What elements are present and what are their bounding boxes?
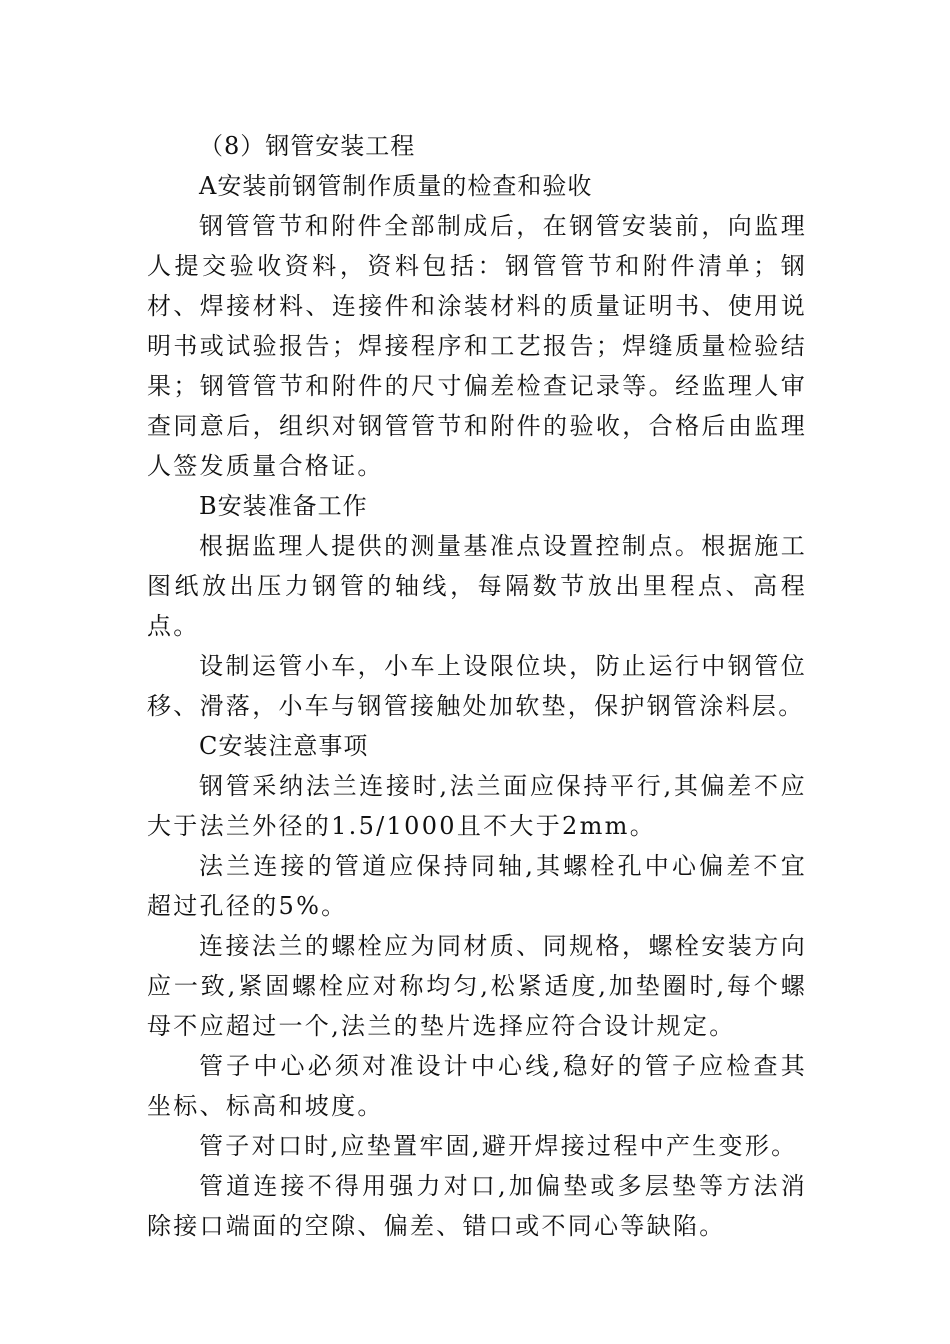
- subheading-b: B安装准备工作: [199, 492, 368, 520]
- paragraph-no-forced-alignment: 管道连接不得用强力对口,加偏垫或多层垫等方法消除接口端面的空隙、偏差、错口或不同心等缺陷。: [147, 1172, 807, 1240]
- paragraph-flange-coaxial: 法兰连接的管道应保持同轴,其螺栓孔中心偏差不宜超过孔径的5%。: [147, 852, 807, 920]
- subheading-a: A安装前钢管制作质量的检查和验收: [199, 172, 593, 200]
- paragraph-acceptance-materials: 钢管管节和附件全部制成后，在钢管安装前，向监理人提交验收资料，资料包括：钢管管节和附件清单；钢材、焊接材料、连接件和涂装材料的质量证明书、使用说明书或试验报告；焊接程序和工艺报告；焊缝质量检验结果；钢管管节和附件的尺寸偏差检查记录等。经监理人审查同意后，组织对钢管管节和附件的验收，合格后由监理人签发质量合格证。: [147, 212, 807, 480]
- paragraph-flange-bolts: 连接法兰的螺栓应为同材质、同规格，螺栓安装方向应一致,紧固螺栓应对称均匀,松紧适度,加垫圈时,每个螺母不应超过一个,法兰的垫片选择应符合设计规定。: [147, 932, 807, 1040]
- section-title: （8）钢管安装工程: [199, 132, 416, 160]
- paragraph-pipe-center: 管子中心必须对准设计中心线,稳好的管子应检查其坐标、标高和坡度。: [147, 1052, 807, 1120]
- paragraph-flange-parallel: 钢管采纳法兰连接时,法兰面应保持平行,其偏差不应大于法兰外径的1.5/1000且不大于2mm。: [147, 772, 807, 840]
- paragraph-control-points: 根据监理人提供的测量基准点设置控制点。根据施工图纸放出压力钢管的轴线，每隔数节放出里程点、高程点。: [147, 532, 807, 640]
- document-body: [147, 126, 807, 1246]
- paragraph-pipe-alignment: 管子对口时,应垫置牢固,避开焊接过程中产生变形。: [199, 1132, 798, 1160]
- subheading-c: C安装注意事项: [199, 732, 369, 760]
- paragraph-transport-cart: 设制运管小车，小车上设限位块，防止运行中钢管位移、滑落，小车与钢管接触处加软垫，保护钢管涂料层。: [147, 652, 807, 720]
